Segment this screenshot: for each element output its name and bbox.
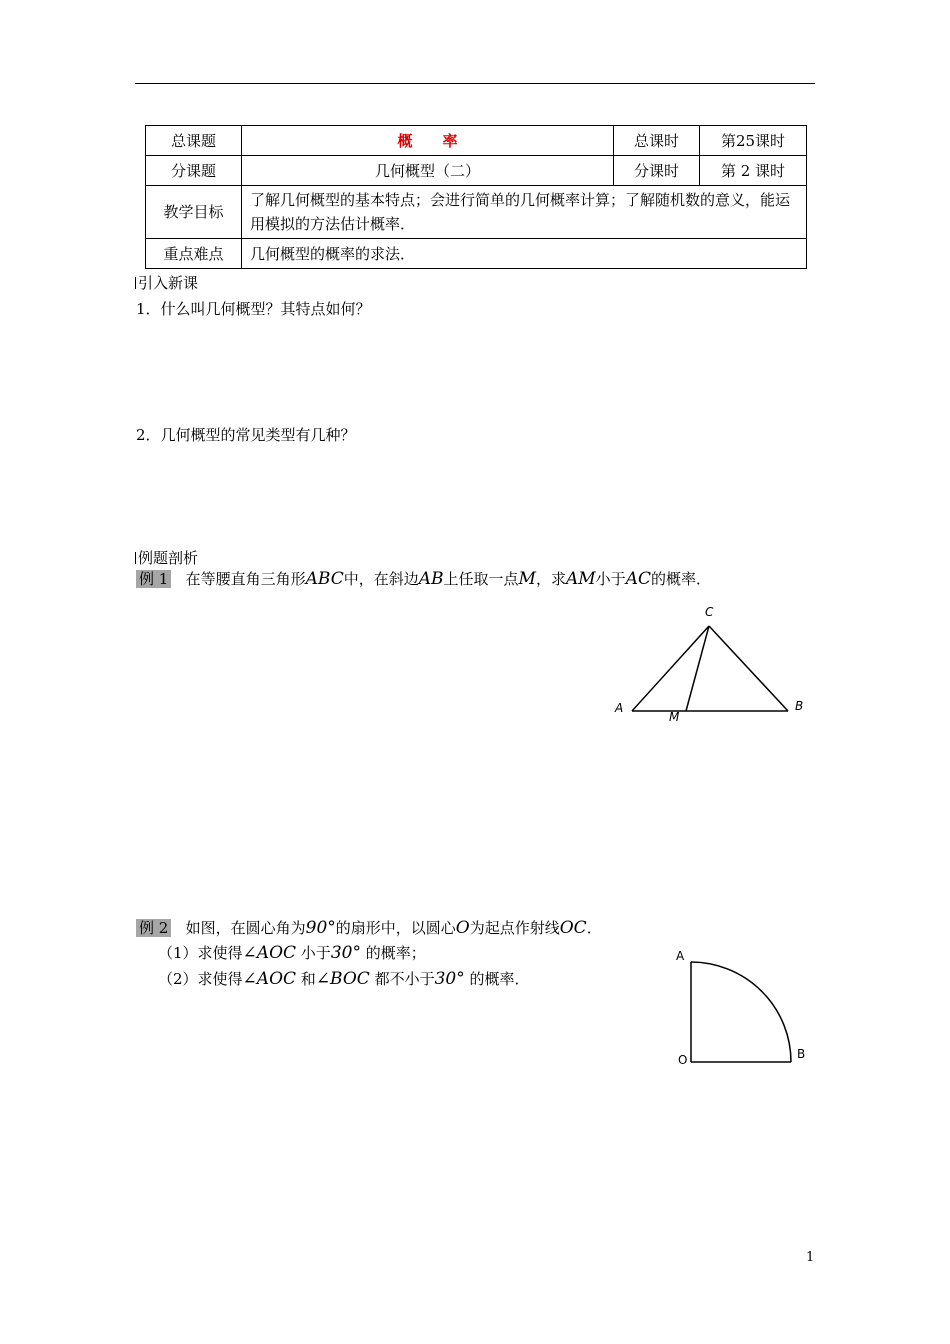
math: ABC (305, 569, 344, 589)
example-1: 例 1 在等腰直角三角形ABC中，在斜边AB上任取一点M，求AM小于AC的概率． (136, 569, 711, 589)
point-label-c: C (705, 605, 714, 619)
table-label: 教学目标 (146, 186, 242, 239)
math: O (455, 918, 470, 938)
point-label-a: A (615, 701, 624, 715)
table-label: 分课题 (146, 156, 242, 186)
math: ∠BOC (315, 969, 370, 989)
triangle-figure (632, 626, 788, 711)
math: 30° (330, 943, 361, 963)
table-label: 分课时 (614, 156, 700, 186)
question-2: 2．几何概型的常见类型有几种？ (136, 426, 356, 444)
example-2-part-2: （2）求使得∠AOC 和∠BOC 都不小于30° 的概率． (158, 969, 530, 989)
question-1: 1．什么叫几何概型？其特点如何？ (136, 300, 371, 318)
example-2-part-1: （1）求使得∠AOC 小于30° 的概率； (158, 943, 426, 963)
table-label: 重点难点 (146, 239, 242, 269)
math: OC (559, 918, 587, 938)
teaching-goals: 了解几何概型的基本特点；会进行简单的几何概率计算；了解随机数的意义，能运用模拟的方法估计概率． (242, 186, 807, 239)
table-value: 第 2 课时 (700, 156, 807, 186)
key-points: 几何概型的概率的求法． (242, 239, 807, 269)
math: AC (625, 569, 651, 589)
side-bc (709, 626, 788, 711)
example-tag: 例 2 (136, 919, 171, 937)
math: AB (418, 569, 444, 589)
table-label: 总课题 (146, 126, 242, 156)
point-label-b: B (797, 1047, 806, 1061)
page-number: 1 (806, 1250, 815, 1265)
math: 30° (434, 969, 465, 989)
math: AM (565, 569, 596, 589)
table-label: 总课时 (614, 126, 700, 156)
section-heading: 引入新课 (135, 273, 198, 293)
point-label-b: B (795, 699, 804, 713)
course-title: 概 率 (242, 126, 614, 156)
point-label-o: O (678, 1053, 688, 1067)
table-value: 第25课时 (700, 126, 807, 156)
example-2: 例 2 如图，在圆心角为90°的扇形中，以圆心O为起点作射线OC． (136, 918, 602, 938)
section-heading: 例题剖析 (135, 548, 198, 568)
math: M (518, 569, 536, 589)
sector-figure (691, 962, 791, 1062)
subtopic-title: 几何概型（二） (242, 156, 614, 186)
example-tag: 例 1 (136, 570, 171, 588)
math: ∠AOC (242, 969, 297, 989)
arc-ab (691, 962, 791, 1062)
math: 90° (305, 918, 336, 938)
point-label-m: M (669, 710, 680, 724)
math: ∠AOC (242, 943, 297, 963)
point-label-a: A (676, 949, 685, 963)
